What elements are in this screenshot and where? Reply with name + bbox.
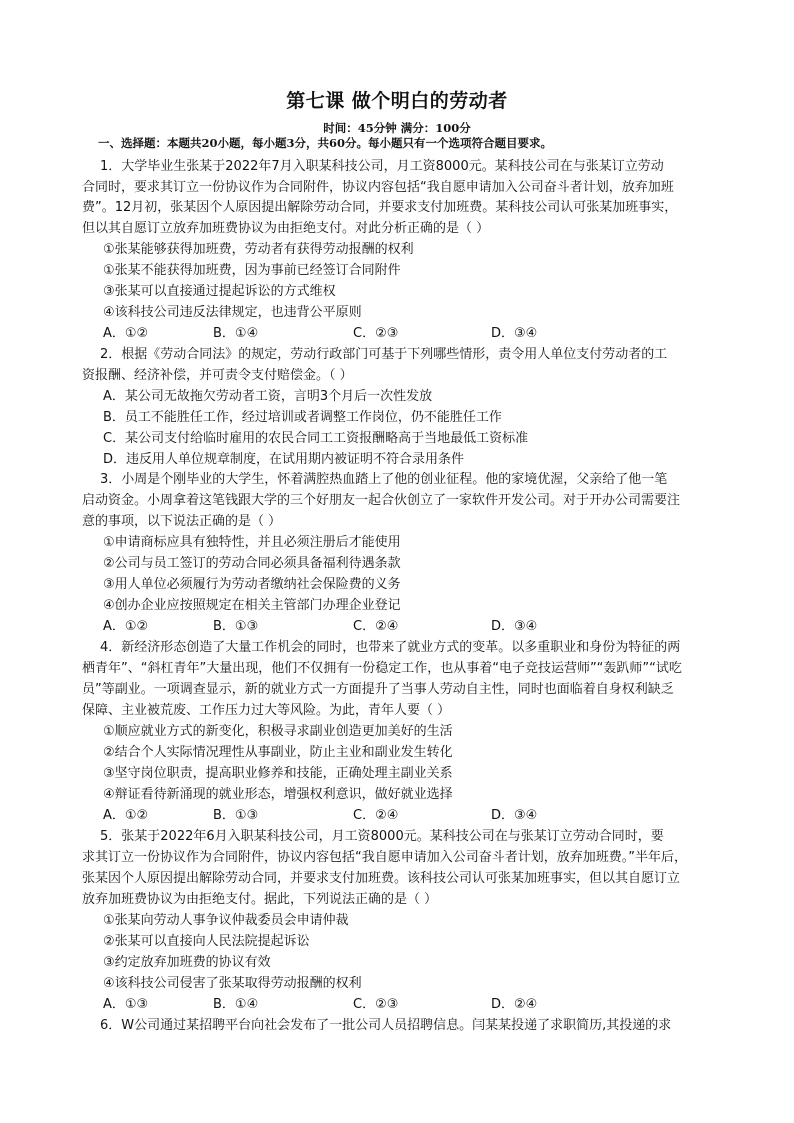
option-d: D．③④ [491, 619, 538, 634]
question-text: 4．新经济形态创造了大量工作机会的同时，也带来了就业方式的变革。以多重职业和身份为特征的两 [100, 640, 681, 655]
question-text: 放弃加班费协议为由拒绝支付。据此，下列说法正确的是（ ） [82, 892, 438, 907]
option-item: B．员工不能胜任工作，经过培训或者调整工作岗位，仍不能胜任工作 [103, 410, 502, 425]
statement-item: ③用人单位必须履行为劳动者缴纳社会保险费的义务 [103, 577, 401, 592]
statement-item: ①张某能够获得加班费，劳动者有获得劳动报酬的权利 [103, 242, 414, 257]
statement-item: ③坚守岗位职责，提高职业修养和技能，正确处理主副业关系 [103, 766, 453, 781]
option-a: A．①② [103, 326, 149, 341]
option-c: C．②③ [353, 326, 399, 341]
statement-item: ③约定放弃加班费的协议有效 [103, 955, 271, 970]
question-text: 2．根据《劳动合同法》的规定，劳动行政部门可基于下列哪些情形，责令用人单位支付劳动者的工 [100, 347, 668, 362]
option-b: B．①④ [213, 326, 259, 341]
statement-item: ①顺应就业方式的新变化，积极寻求副业创造更加美好的生活 [103, 724, 453, 739]
statement-item: ④该科技公司侵害了张某取得劳动报酬的权利 [103, 976, 362, 991]
question-text: 保障、主业被荒废、工作压力过大等风险。为此，青年人要（ ） [82, 703, 451, 718]
question-text: 合同时，要求其订立一份协议作为合同附件，协议内容包括“我自愿申请加入公司奋斗者计划，放弃加班 [82, 180, 674, 195]
question-text: 5．张某于2022年6月入职某科技公司，月工资8000元。某科技公司在与张某订立劳动合同时，要 [100, 829, 664, 844]
option-a: A．①② [103, 808, 149, 823]
statement-item: ①张某不能获得加班费，因为事前已经签订合同附件 [103, 263, 401, 278]
question-text: 栖青年”、“斜杠青年”大量出现，他们不仅拥有一份稳定工作，也从事着“电子竞技运营师”“轰趴师”“试吃 [82, 661, 682, 676]
question-text: 6．W公司通过某招聘平台向社会发布了一批公司人员招聘信息。闫某某投递了求职简历,其投递的求 [100, 1018, 672, 1033]
option-a: A．①② [103, 619, 149, 634]
statement-item: ②结合个人实际情况理性从事副业，防止主业和副业发生转化 [103, 745, 453, 760]
statement-item: ④创办企业应按照规定在相关主管部门办理企业登记 [103, 598, 401, 613]
question-text: 费”。12月初，张某因个人原因提出解除劳动合同，并要求支付加班费。某科技公司认可张某加班事实， [82, 200, 678, 215]
option-b: B．①③ [213, 808, 259, 823]
statement-item: ③张某可以直接通过提起诉讼的方式维权 [103, 284, 336, 299]
statement-item: ②公司与员工签订的劳动合同必须具备福利待遇条款 [103, 556, 401, 571]
question-text: 1．大学毕业生张某于2022年7月入职某科技公司，月工资8000元。某科技公司在与张某订立劳动 [100, 159, 664, 174]
option-b: B．①③ [213, 619, 259, 634]
statement-item: ④辩证看待新涌现的就业形态，增强权利意识，做好就业选择 [103, 787, 453, 802]
section-heading: 一、选择题：本题共20小题，每小题3分，共60分。每小题只有一个选项符合题目要求。 [98, 136, 553, 150]
option-d: D．②④ [491, 997, 538, 1012]
question-text: 张某因个人原因提出解除劳动合同，并要求支付加班费。该科技公司认可张某加班事实，但以其自愿订立 [82, 871, 681, 886]
option-item: D．违反用人单位规章制度，在试用期内被证明不符合录用条件 [103, 452, 465, 467]
question-text: 但以其自愿订立放弃加班费协议为由拒绝支付。对此分析正确的是（ ） [82, 221, 490, 236]
option-d: D．③④ [491, 808, 538, 823]
statement-item: ①申请商标应具有独特性，并且必须注册后才能使用 [103, 535, 401, 550]
statement-item: ①张某向劳动人事争议仲裁委员会申请仲裁 [103, 913, 349, 928]
question-text: 资报酬、经济补偿，并可责令支付赔偿金。（ ） [82, 368, 353, 383]
option-c: C．②④ [353, 808, 399, 823]
exam-meta: 时间：45分钟 满分：100分 [323, 121, 471, 135]
question-text: 3．小周是个刚毕业的大学生，怀着满腔热血踏上了他的创业征程。他的家境优渥，父亲给了他一笔 [100, 472, 668, 487]
option-d: D．③④ [491, 326, 538, 341]
option-c: C．②③ [353, 997, 399, 1012]
statement-item: ④该科技公司违反法律规定，也违背公平原则 [103, 305, 362, 320]
page-title: 第七课 做个明白的劳动者 [286, 90, 508, 112]
question-text: 启动资金。小周拿着这笔钱跟大学的三个好朋友一起合伙创立了一家软件开发公司。对于开办公司需要注 [82, 493, 681, 508]
question-text: 意的事项，以下说法正确的是（ ） [82, 514, 282, 529]
question-text: 求其订立一份协议作为合同附件，协议内容包括“我自愿申请加入公司奋斗者计划，放弃加班费。”半年后， [82, 850, 687, 865]
option-b: B．①④ [213, 997, 259, 1012]
statement-item: ②张某可以直接向人民法院提起诉讼 [103, 934, 310, 949]
option-item: A．某公司无故拖欠劳动者工资，言明3个月后一次性发放 [103, 389, 433, 404]
option-item: C．某公司支付给临时雇用的农民合同工工资报酬略高于当地最低工资标准 [103, 431, 529, 446]
option-a: A．①③ [103, 997, 149, 1012]
option-c: C．②④ [353, 619, 399, 634]
question-text: 员”等副业。一项调查显示，新的就业方式一方面提升了当事人劳动自主性，同时也面临着自身权利缺乏 [82, 682, 674, 697]
